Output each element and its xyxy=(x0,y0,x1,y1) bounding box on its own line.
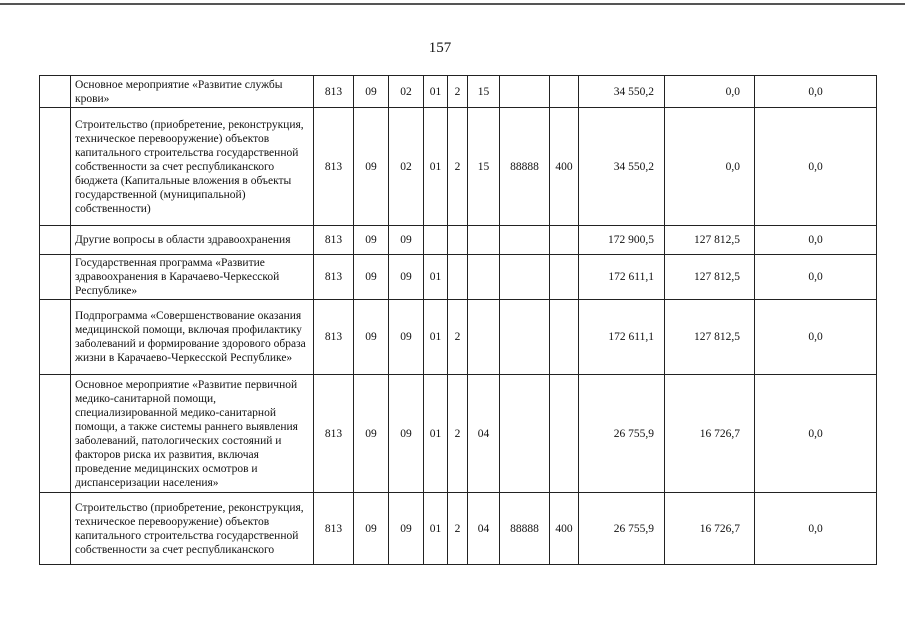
admin-code-cell: 813 xyxy=(314,375,354,493)
event-code-cell xyxy=(468,255,500,300)
section-code-cell: 09 xyxy=(354,493,389,565)
page-number: 157 xyxy=(428,40,452,56)
subprogram-code-cell: 2 xyxy=(448,300,468,375)
section-code-cell: 09 xyxy=(354,76,389,108)
page-top-border xyxy=(0,3,905,5)
section-code-cell: 09 xyxy=(354,226,389,255)
amount-2-cell: 16 726,7 xyxy=(665,493,755,565)
admin-code-cell: 813 xyxy=(314,493,354,565)
row-number-cell xyxy=(40,76,71,108)
table-row xyxy=(40,300,877,375)
table-row xyxy=(40,375,877,493)
section-code-cell: 09 xyxy=(354,108,389,226)
admin-code-cell: 813 xyxy=(314,108,354,226)
direction-code-cell: 88888 xyxy=(500,108,550,226)
subprogram-code-cell: 2 xyxy=(448,375,468,493)
program-code-cell: 01 xyxy=(424,375,448,493)
row-number-cell xyxy=(40,108,71,226)
section-code-cell: 09 xyxy=(354,255,389,300)
direction-code-cell xyxy=(500,375,550,493)
table-row xyxy=(40,493,877,565)
amount-2-cell: 0,0 xyxy=(665,108,755,226)
subsection-code-cell: 09 xyxy=(389,300,424,375)
program-code-cell: 01 xyxy=(424,76,448,108)
budget-table xyxy=(39,75,877,565)
program-code-cell: 01 xyxy=(424,108,448,226)
amount-1-cell: 34 550,2 xyxy=(579,76,665,108)
amount-2-cell: 16 726,7 xyxy=(665,375,755,493)
direction-code-cell: 88888 xyxy=(500,493,550,565)
subsection-code-cell: 09 xyxy=(389,493,424,565)
subsection-code-cell: 09 xyxy=(389,226,424,255)
amount-3-cell: 0,0 xyxy=(755,493,877,565)
expense-type-cell: 400 xyxy=(550,108,579,226)
subprogram-code-cell: 2 xyxy=(448,108,468,226)
admin-code-cell: 813 xyxy=(314,76,354,108)
row-name-cell: Строительство (приобретение, реконструкция, техническое перевооружение) объектов капитального строительства государственной собственности за счет республиканского xyxy=(71,493,314,565)
admin-code-cell: 813 xyxy=(314,300,354,375)
amount-3-cell: 0,0 xyxy=(755,108,877,226)
expense-type-cell xyxy=(550,226,579,255)
direction-code-cell xyxy=(500,255,550,300)
amount-1-cell: 26 755,9 xyxy=(579,493,665,565)
event-code-cell: 15 xyxy=(468,108,500,226)
direction-code-cell xyxy=(500,300,550,375)
expense-type-cell xyxy=(550,375,579,493)
row-name-cell: Строительство (приобретение, реконструкция, техническое перевооружение) объектов капитального строительства государственной собственности за счет республиканского бюджета (Капитальные вложения в объекты государственной (муниципальной) собственности) xyxy=(71,108,314,226)
row-number-cell xyxy=(40,493,71,565)
admin-code-cell: 813 xyxy=(314,226,354,255)
amount-3-cell: 0,0 xyxy=(755,255,877,300)
table-row xyxy=(40,76,877,108)
admin-code-cell: 813 xyxy=(314,255,354,300)
row-number-cell xyxy=(40,300,71,375)
subsection-code-cell: 02 xyxy=(389,108,424,226)
program-code-cell: 01 xyxy=(424,493,448,565)
subsection-code-cell: 09 xyxy=(389,375,424,493)
event-code-cell: 04 xyxy=(468,493,500,565)
expense-type-cell: 400 xyxy=(550,493,579,565)
amount-3-cell: 0,0 xyxy=(755,375,877,493)
program-code-cell xyxy=(424,226,448,255)
section-code-cell: 09 xyxy=(354,300,389,375)
row-name-cell: Государственная программа «Развитие здравоохранения в Карачаево-Черкесской Республике» xyxy=(71,255,314,300)
subprogram-code-cell: 2 xyxy=(448,493,468,565)
subprogram-code-cell xyxy=(448,255,468,300)
table-row xyxy=(40,255,877,300)
subprogram-code-cell xyxy=(448,226,468,255)
amount-3-cell: 0,0 xyxy=(755,300,877,375)
amount-3-cell: 0,0 xyxy=(755,76,877,108)
amount-2-cell: 127 812,5 xyxy=(665,300,755,375)
subsection-code-cell: 02 xyxy=(389,76,424,108)
row-name-cell: Другие вопросы в области здравоохранения xyxy=(71,226,314,255)
direction-code-cell xyxy=(500,226,550,255)
subsection-code-cell: 09 xyxy=(389,255,424,300)
subprogram-code-cell: 2 xyxy=(448,76,468,108)
amount-3-cell: 0,0 xyxy=(755,226,877,255)
row-number-cell xyxy=(40,226,71,255)
event-code-cell xyxy=(468,300,500,375)
row-name-cell: Подпрограмма «Совершенствование оказания медицинской помощи, включая профилактику заболеваний и формирование здорового образа жизни в Карачаево-Черкесской Республике» xyxy=(71,300,314,375)
direction-code-cell xyxy=(500,76,550,108)
budget-table-body xyxy=(40,76,877,565)
amount-1-cell: 172 611,1 xyxy=(579,255,665,300)
row-name-cell: Основное мероприятие «Развитие службы крови» xyxy=(71,76,314,108)
amount-2-cell: 0,0 xyxy=(665,76,755,108)
expense-type-cell xyxy=(550,300,579,375)
row-number-cell xyxy=(40,255,71,300)
event-code-cell: 04 xyxy=(468,375,500,493)
amount-1-cell: 26 755,9 xyxy=(579,375,665,493)
section-code-cell: 09 xyxy=(354,375,389,493)
amount-1-cell: 172 900,5 xyxy=(579,226,665,255)
table-row xyxy=(40,108,877,226)
event-code-cell xyxy=(468,226,500,255)
program-code-cell: 01 xyxy=(424,300,448,375)
amount-1-cell: 172 611,1 xyxy=(579,300,665,375)
amount-2-cell: 127 812,5 xyxy=(665,255,755,300)
table-row xyxy=(40,226,877,255)
program-code-cell: 01 xyxy=(424,255,448,300)
amount-1-cell: 34 550,2 xyxy=(579,108,665,226)
row-number-cell xyxy=(40,375,71,493)
expense-type-cell xyxy=(550,76,579,108)
expense-type-cell xyxy=(550,255,579,300)
row-name-cell: Основное мероприятие «Развитие первичной медико-санитарной помощи, специализированной медико-санитарной помощи, а также системы раннего выявления заболеваний, патологических состояний и факторов риска их развития, включая проведение медицинских осмотров и диспансеризации населения» xyxy=(71,375,314,493)
event-code-cell: 15 xyxy=(468,76,500,108)
amount-2-cell: 127 812,5 xyxy=(665,226,755,255)
